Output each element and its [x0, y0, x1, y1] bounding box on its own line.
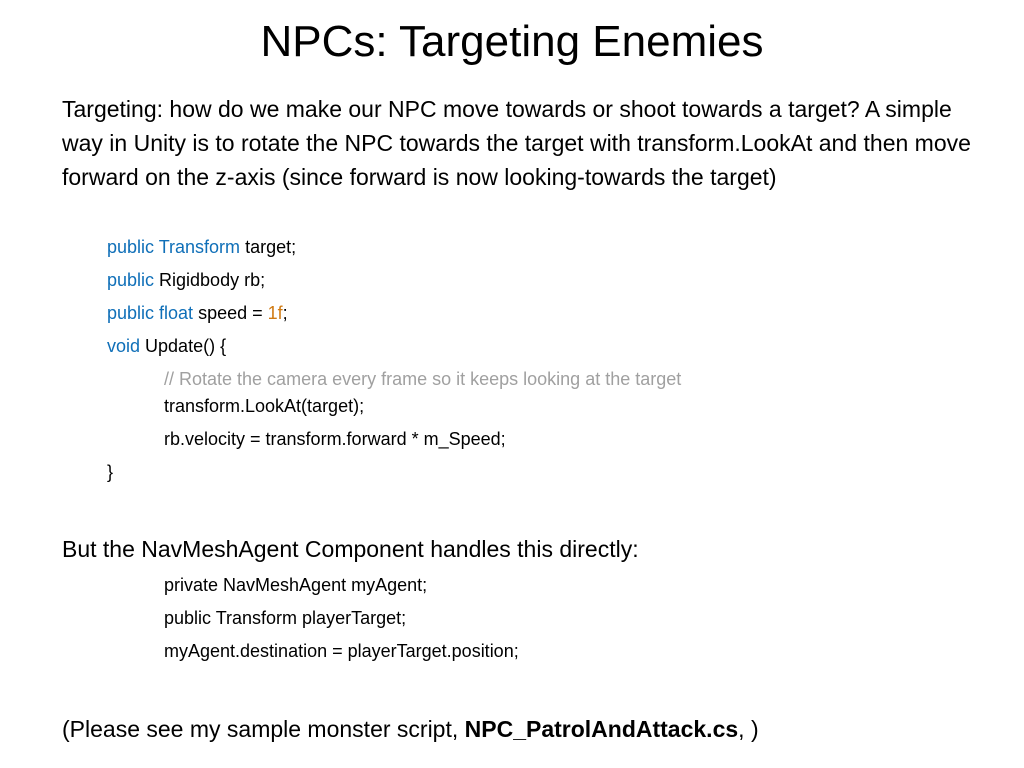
code-line-rigidbody	[107, 268, 265, 292]
intro-paragraph: Targeting: how do we make our NPC move towards or shoot towards a target? A simple way in Unity is to rotate the NPC towards the target with transform.LookAt and then move forward on the z-axis (since forward is now looking-towards the target)	[62, 96, 971, 190]
code-text: ;	[282, 303, 288, 323]
code-line-destination: myAgent.destination = playerTarget.position;	[164, 641, 519, 661]
slide-title: NPCs: Targeting Enemies	[260, 17, 764, 66]
code-text: Update() {	[140, 336, 227, 356]
code-text: target;	[240, 237, 297, 257]
footer-prefix: (Please see my sample monster script,	[62, 716, 465, 742]
code-comment: // Rotate the camera every frame so it keeps looking at the target	[164, 369, 682, 389]
code-keyword: void	[107, 336, 141, 356]
code-line-target	[107, 235, 296, 259]
code-keyword: public	[107, 270, 155, 290]
code-keyword: public float	[107, 303, 194, 323]
footer-suffix: , )	[738, 716, 759, 742]
code-text: speed =	[193, 303, 268, 323]
code-line-lookat: transform.LookAt(target);	[164, 396, 365, 416]
code-line-agent: private NavMeshAgent myAgent;	[164, 575, 428, 595]
code-line-speed	[107, 301, 288, 325]
code-text: Rigidbody rb;	[154, 270, 266, 290]
code-number: 1f	[267, 303, 283, 323]
script-name: NPC_PatrolAndAttack.cs	[464, 716, 739, 742]
footer-paragraph	[62, 712, 982, 746]
navmesh-paragraph: But the NavMeshAgent Component handles this directly:	[62, 536, 639, 562]
code-line-update	[107, 334, 226, 358]
code-line-velocity: rb.velocity = transform.forward * m_Speed;	[164, 429, 506, 449]
code-closing-brace: }	[107, 462, 114, 482]
code-keyword: public Transform	[107, 237, 241, 257]
code-line-player-target: public Transform playerTarget;	[164, 608, 407, 628]
